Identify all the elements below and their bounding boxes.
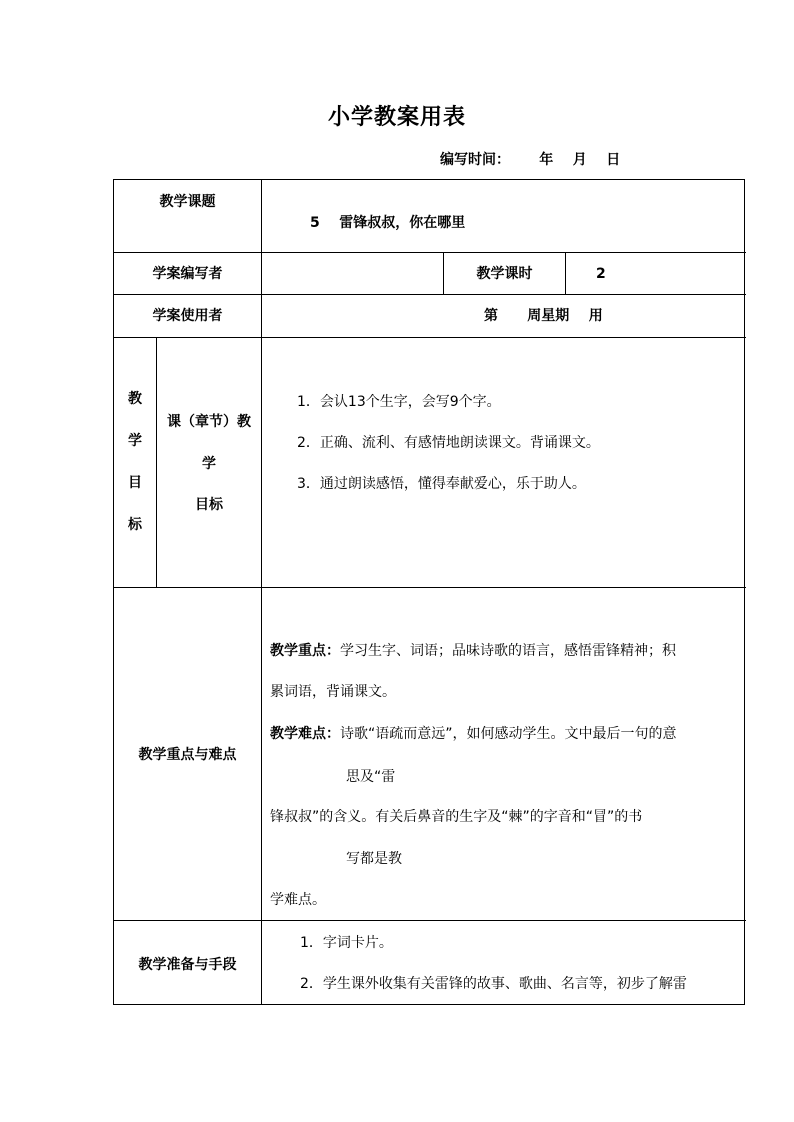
user-value: 第 周星期 用: [484, 308, 603, 324]
keypoints-label: 教学重点与难点: [138, 747, 237, 763]
key-points-label: 教学重点：: [270, 643, 340, 659]
row-divider: [114, 294, 746, 295]
row-divider: [114, 337, 746, 338]
write-time-label: 编写时间： 年 月 日: [440, 152, 621, 168]
page-title: 小学教案用表: [327, 105, 466, 130]
topic-label: 教学课题: [159, 194, 216, 210]
prep-item: 1．字词卡片。: [300, 935, 393, 951]
difficulty-line: [270, 724, 677, 744]
row-divider: [114, 920, 746, 921]
goals-inner-line: 课（章节）教: [167, 414, 251, 430]
goals-inner-line: 目标: [195, 497, 223, 513]
user-label: 学案使用者: [152, 308, 223, 324]
col-divider: [261, 180, 262, 1005]
difficulty-text: 学难点。: [270, 892, 326, 908]
hours-value: 2: [596, 266, 606, 282]
difficulty-text: 写都是教: [346, 851, 402, 867]
difficulty-text: 锋叔叔”的含义。有关后鼻音的生字及“棘”的字音和“冒”的书: [270, 809, 643, 825]
goals-outer-char: 目: [128, 475, 142, 491]
goals-outer-label: [114, 389, 156, 557]
goals-outer-char: 学: [128, 433, 142, 449]
difficulty-label: 教学难点：: [270, 726, 340, 742]
difficulty-text: 思及“雷: [346, 769, 396, 785]
goals-outer-char: 教: [128, 391, 142, 407]
key-points-text: 累词语，背诵课文。: [270, 684, 396, 700]
goals-outer-char: 标: [128, 517, 142, 533]
prep-item: 2．学生课外收集有关雷锋的故事、歌曲、名言等，初步了解雷: [300, 976, 687, 992]
topic-value: 5 雷锋叔叔，你在哪里: [310, 215, 466, 231]
col-divider: [565, 252, 566, 294]
difficulty-text: 诗歌“语疏而意远”，如何感动学生。文中最后一句的意: [340, 726, 677, 742]
hours-label: 教学课时: [476, 266, 533, 282]
lesson-plan-table: [113, 179, 745, 1005]
row-divider: [114, 587, 746, 588]
goal-item: 2．正确、流利、有感情地朗读课文。背诵课文。: [297, 435, 600, 451]
row-divider: [114, 252, 746, 253]
goal-item: 1．会认13个生字，会写9个字。: [297, 394, 501, 410]
goal-item: 3．通过朗读感悟，懂得奉献爱心，乐于助人。: [297, 476, 586, 492]
key-points-text: 学习生字、词语；品味诗歌的语言，感悟雷锋精神；积: [340, 643, 676, 659]
goals-inner-line: 学: [202, 456, 216, 472]
prep-label: 教学准备与手段: [138, 957, 237, 973]
author-label: 学案编写者: [152, 266, 223, 282]
key-points-line: [270, 641, 676, 661]
